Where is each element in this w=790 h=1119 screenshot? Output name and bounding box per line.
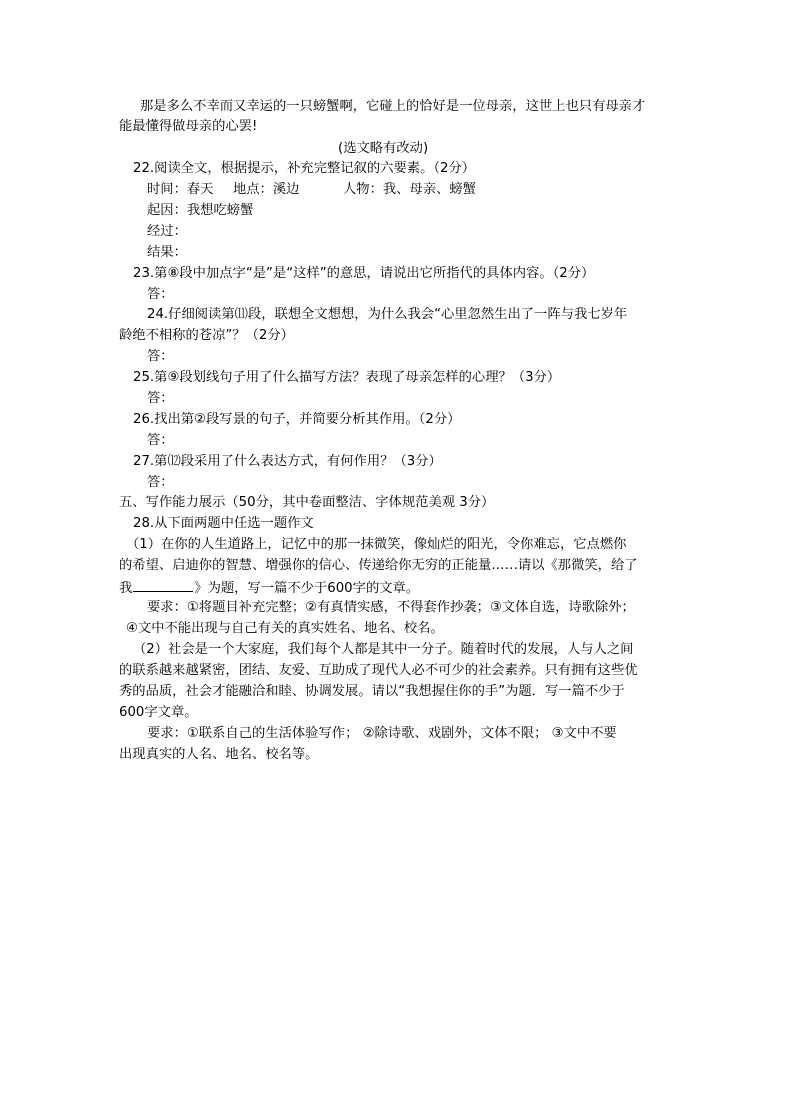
question-25: 25.第⑨段划线句子用了什么描写方法？表现了母亲怎样的心理？（3分） bbox=[133, 370, 561, 385]
q27-answer-label: 答： bbox=[147, 475, 174, 490]
option-2-line-2: 的联系越来越紧密，团结、友爱、互助成了现代人必不可少的社会素养。只有拥有这些优 bbox=[119, 663, 638, 678]
q23-answer-label: 答： bbox=[147, 287, 174, 302]
option-1-line-3 bbox=[119, 577, 419, 599]
q22-place: 地点：溪边 bbox=[233, 182, 300, 197]
option-1-line-2: 的希望、启迪你的智慧、增强你的信心、传递给你无穷的正能量……请以《那微笑，给了 bbox=[119, 558, 638, 573]
q22-cause: 起因：我想吃螃蟹 bbox=[147, 203, 254, 218]
question-22: 22.阅读全文，根据提示，补充完整记叙的六要素。（2分） bbox=[133, 161, 476, 176]
source-note: (选文略有改动) bbox=[338, 141, 429, 156]
option-1-line-1: （1）在你的人生道路上，记忆中的那一抹微笑，像灿烂的阳光，令你难忘，它点燃你 bbox=[126, 537, 627, 552]
question-28: 28.从下面两题中任选一题作文 bbox=[133, 516, 314, 531]
option-2-line-4: 600字文章。 bbox=[119, 705, 198, 720]
option-2-requirements-line-1: 要求：①联系自己的生活体验写作； ②除诗歌、戏剧外，文体不限； ③文中不要 bbox=[147, 726, 617, 741]
q22-time: 时间：春天 bbox=[147, 182, 214, 197]
q22-result: 结果： bbox=[147, 245, 187, 260]
option-1-line-3-prefix: 我 bbox=[119, 581, 133, 596]
option-1-requirements-line-2: ④文中不能出现与自己有关的真实姓名、地名、校名。 bbox=[126, 621, 444, 636]
option-1-line-3-suffix: 》为题，写一篇不少于600字的文章。 bbox=[194, 581, 420, 596]
question-23: 23.第⑧段中加点字“是”是“这样”的意思，请说出它所指代的具体内容。（2分） bbox=[133, 266, 595, 281]
q22-people: 人物：我、母亲、螃蟹 bbox=[343, 182, 476, 197]
option-2-line-1: （2）社会是一个大家庭，我们每个人都是其中一分子。随着时代的发展，人与人之间 bbox=[133, 642, 634, 657]
option-2-line-3: 秀的品质，社会才能融洽和睦、协调发展。请以“我想握住你的手”为题．写一篇不少于 bbox=[119, 684, 625, 699]
q26-answer-label: 答： bbox=[147, 433, 174, 448]
question-27: 27.第⑿段采用了什么表达方式，有何作用？（3分） bbox=[133, 454, 442, 469]
passage-ending-line-2: 能最懂得做母亲的心罢! bbox=[119, 119, 258, 134]
question-24-line-2: 龄绝不相称的苍凉”？（2分） bbox=[119, 328, 294, 343]
title-fill-blank bbox=[133, 577, 193, 592]
option-2-requirements-line-2: 出现真实的人名、地名、校名等。 bbox=[119, 747, 319, 762]
q25-answer-label: 答： bbox=[147, 391, 174, 406]
option-1-requirements-line-1: 要求：①将题目补充完整；②有真情实感，不得套作抄袭；③文体自选，诗歌除外； bbox=[147, 600, 635, 615]
passage-ending-line-1: 那是多么不幸而又幸运的一只螃蟹啊，它碰上的恰好是一位母亲，这世上也只有母亲才 bbox=[140, 99, 646, 114]
q24-answer-label: 答： bbox=[147, 349, 174, 364]
question-24-line-1: 24.仔细阅读第⑾段，联想全文想想，为什么我会“心里忽然生出了一阵与我七岁年 bbox=[147, 307, 628, 322]
section-5-heading: 五、写作能力展示（50分，其中卷面整洁、字体规范美观 3分） bbox=[119, 495, 495, 510]
q22-process: 经过： bbox=[147, 224, 187, 239]
question-26: 26.找出第②段写景的句子，并简要分析其作用。（2分） bbox=[133, 412, 461, 427]
